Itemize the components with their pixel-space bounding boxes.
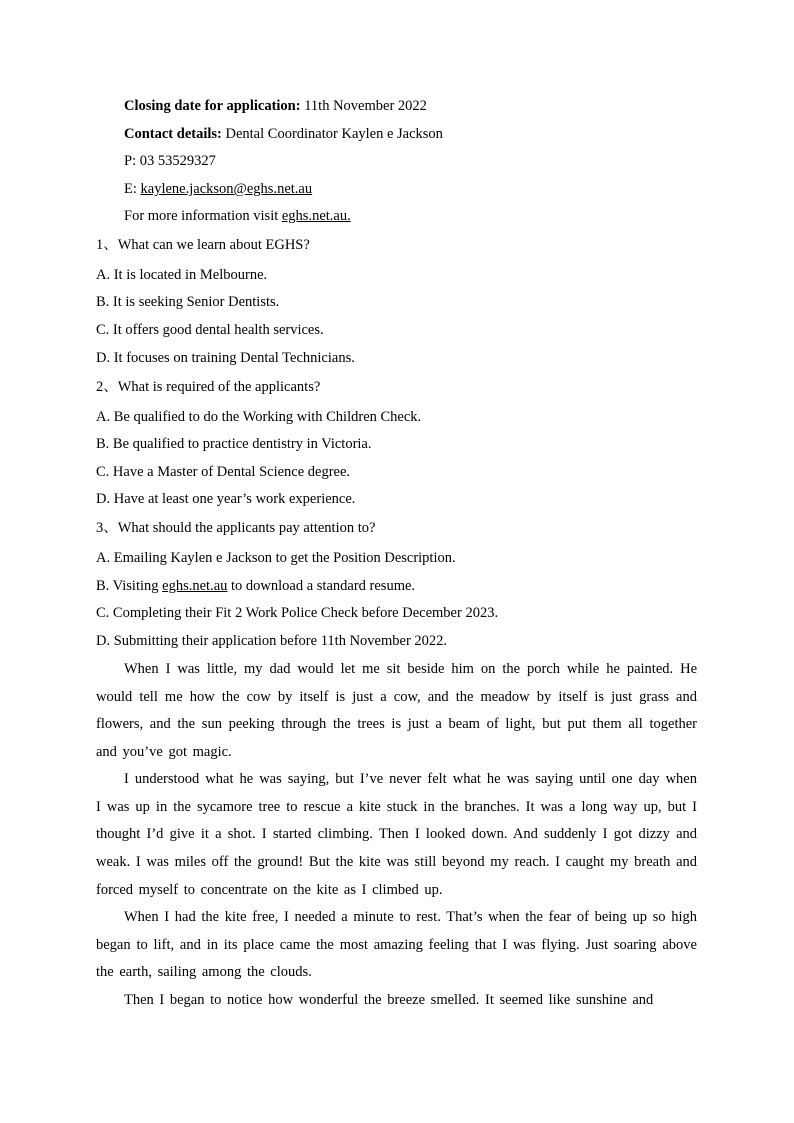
passage-paragraph-4: Then I began to notice how wonderful the breeze smelled. It seemed like sunshine and (124, 992, 654, 1008)
email-link[interactable]: kaylene.jackson@eghs.net.au (140, 181, 313, 197)
phone-line: P: 03 53529327 (124, 153, 216, 169)
question-3-option-b-suffix: to download a standard resume. (231, 578, 416, 594)
question-2-option-a: A. Be qualified to do the Working with Children Check. (96, 409, 422, 425)
passage-paragraph-1: When I was little, my dad would let me sit beside him on the porch while he painted. He would tell me how the cow by itself is just a cow, and the meadow by itself is just grass and flowers, and the sun peeking through the trees is just a beam of light, but put them all together and you’ve got magic. (96, 661, 697, 761)
question-3-stem: 3、What should the applicants pay attention to? (96, 520, 376, 536)
closing-date-label: Closing date for application: (124, 98, 301, 114)
more-info-link[interactable]: eghs.net.au. (281, 208, 351, 224)
email-prefix: E: (124, 181, 137, 197)
question-1-option-d: D. It focuses on training Dental Technicians. (96, 350, 355, 366)
question-1-option-c: C. It offers good dental health services. (96, 322, 324, 338)
passage-paragraph-2: I understood what he was saying, but I’ve never felt what he was saying until one day when I was up in the sycamore tree to rescue a kite stuck in the branches. It was a long way up, but I thought I’d give it a shot. I started climbing. Then I looked down. And suddenly I got dizzy and weak. I was miles off the ground! But the kite was still beyond my reach. I caught my breath and forced myself to concentrate on the kite as I climbed up. (96, 771, 697, 898)
passage-paragraph-3: When I had the kite free, I needed a minute to rest. That’s when the fear of being up so high began to lift, and in its place came the most amazing feeling that I was flying. Just soaring above the earth, sailing among the clouds. (96, 909, 697, 981)
question-2-option-c: C. Have a Master of Dental Science degree. (96, 464, 351, 480)
question-3-option-b-link[interactable]: eghs.net.au (162, 578, 228, 594)
question-3-option-d: D. Submitting their application before 11th November 2022. (96, 633, 448, 649)
question-2-stem: 2、What is required of the applicants? (96, 379, 321, 395)
question-3-option-b-prefix: B. Visiting (96, 578, 159, 594)
email-line (124, 180, 312, 198)
contact-details-label: Contact details: (124, 126, 222, 142)
question-1-option-a: A. It is located in Melbourne. (96, 267, 268, 283)
question-1-stem: 1、What can we learn about EGHS? (96, 237, 310, 253)
question-1-option-b: B. It is seeking Senior Dentists. (96, 294, 280, 310)
question-2-option-b: B. Be qualified to practice dentistry in Victoria. (96, 436, 372, 452)
more-info-line (124, 207, 351, 225)
contact-details-value: Dental Coordinator Kaylen e Jackson (225, 126, 443, 142)
more-info-text: For more information visit (124, 208, 279, 224)
question-2-option-d: D. Have at least one year’s work experience. (96, 491, 356, 507)
question-3-option-c: C. Completing their Fit 2 Work Police Check before December 2023. (96, 605, 499, 621)
question-3-option-a: A. Emailing Kaylen e Jackson to get the Position Description. (96, 550, 456, 566)
contact-details-line (124, 125, 443, 143)
closing-date-line (124, 97, 427, 115)
question-3-option-b (96, 577, 415, 595)
closing-date-value: 11th November 2022 (304, 98, 427, 114)
